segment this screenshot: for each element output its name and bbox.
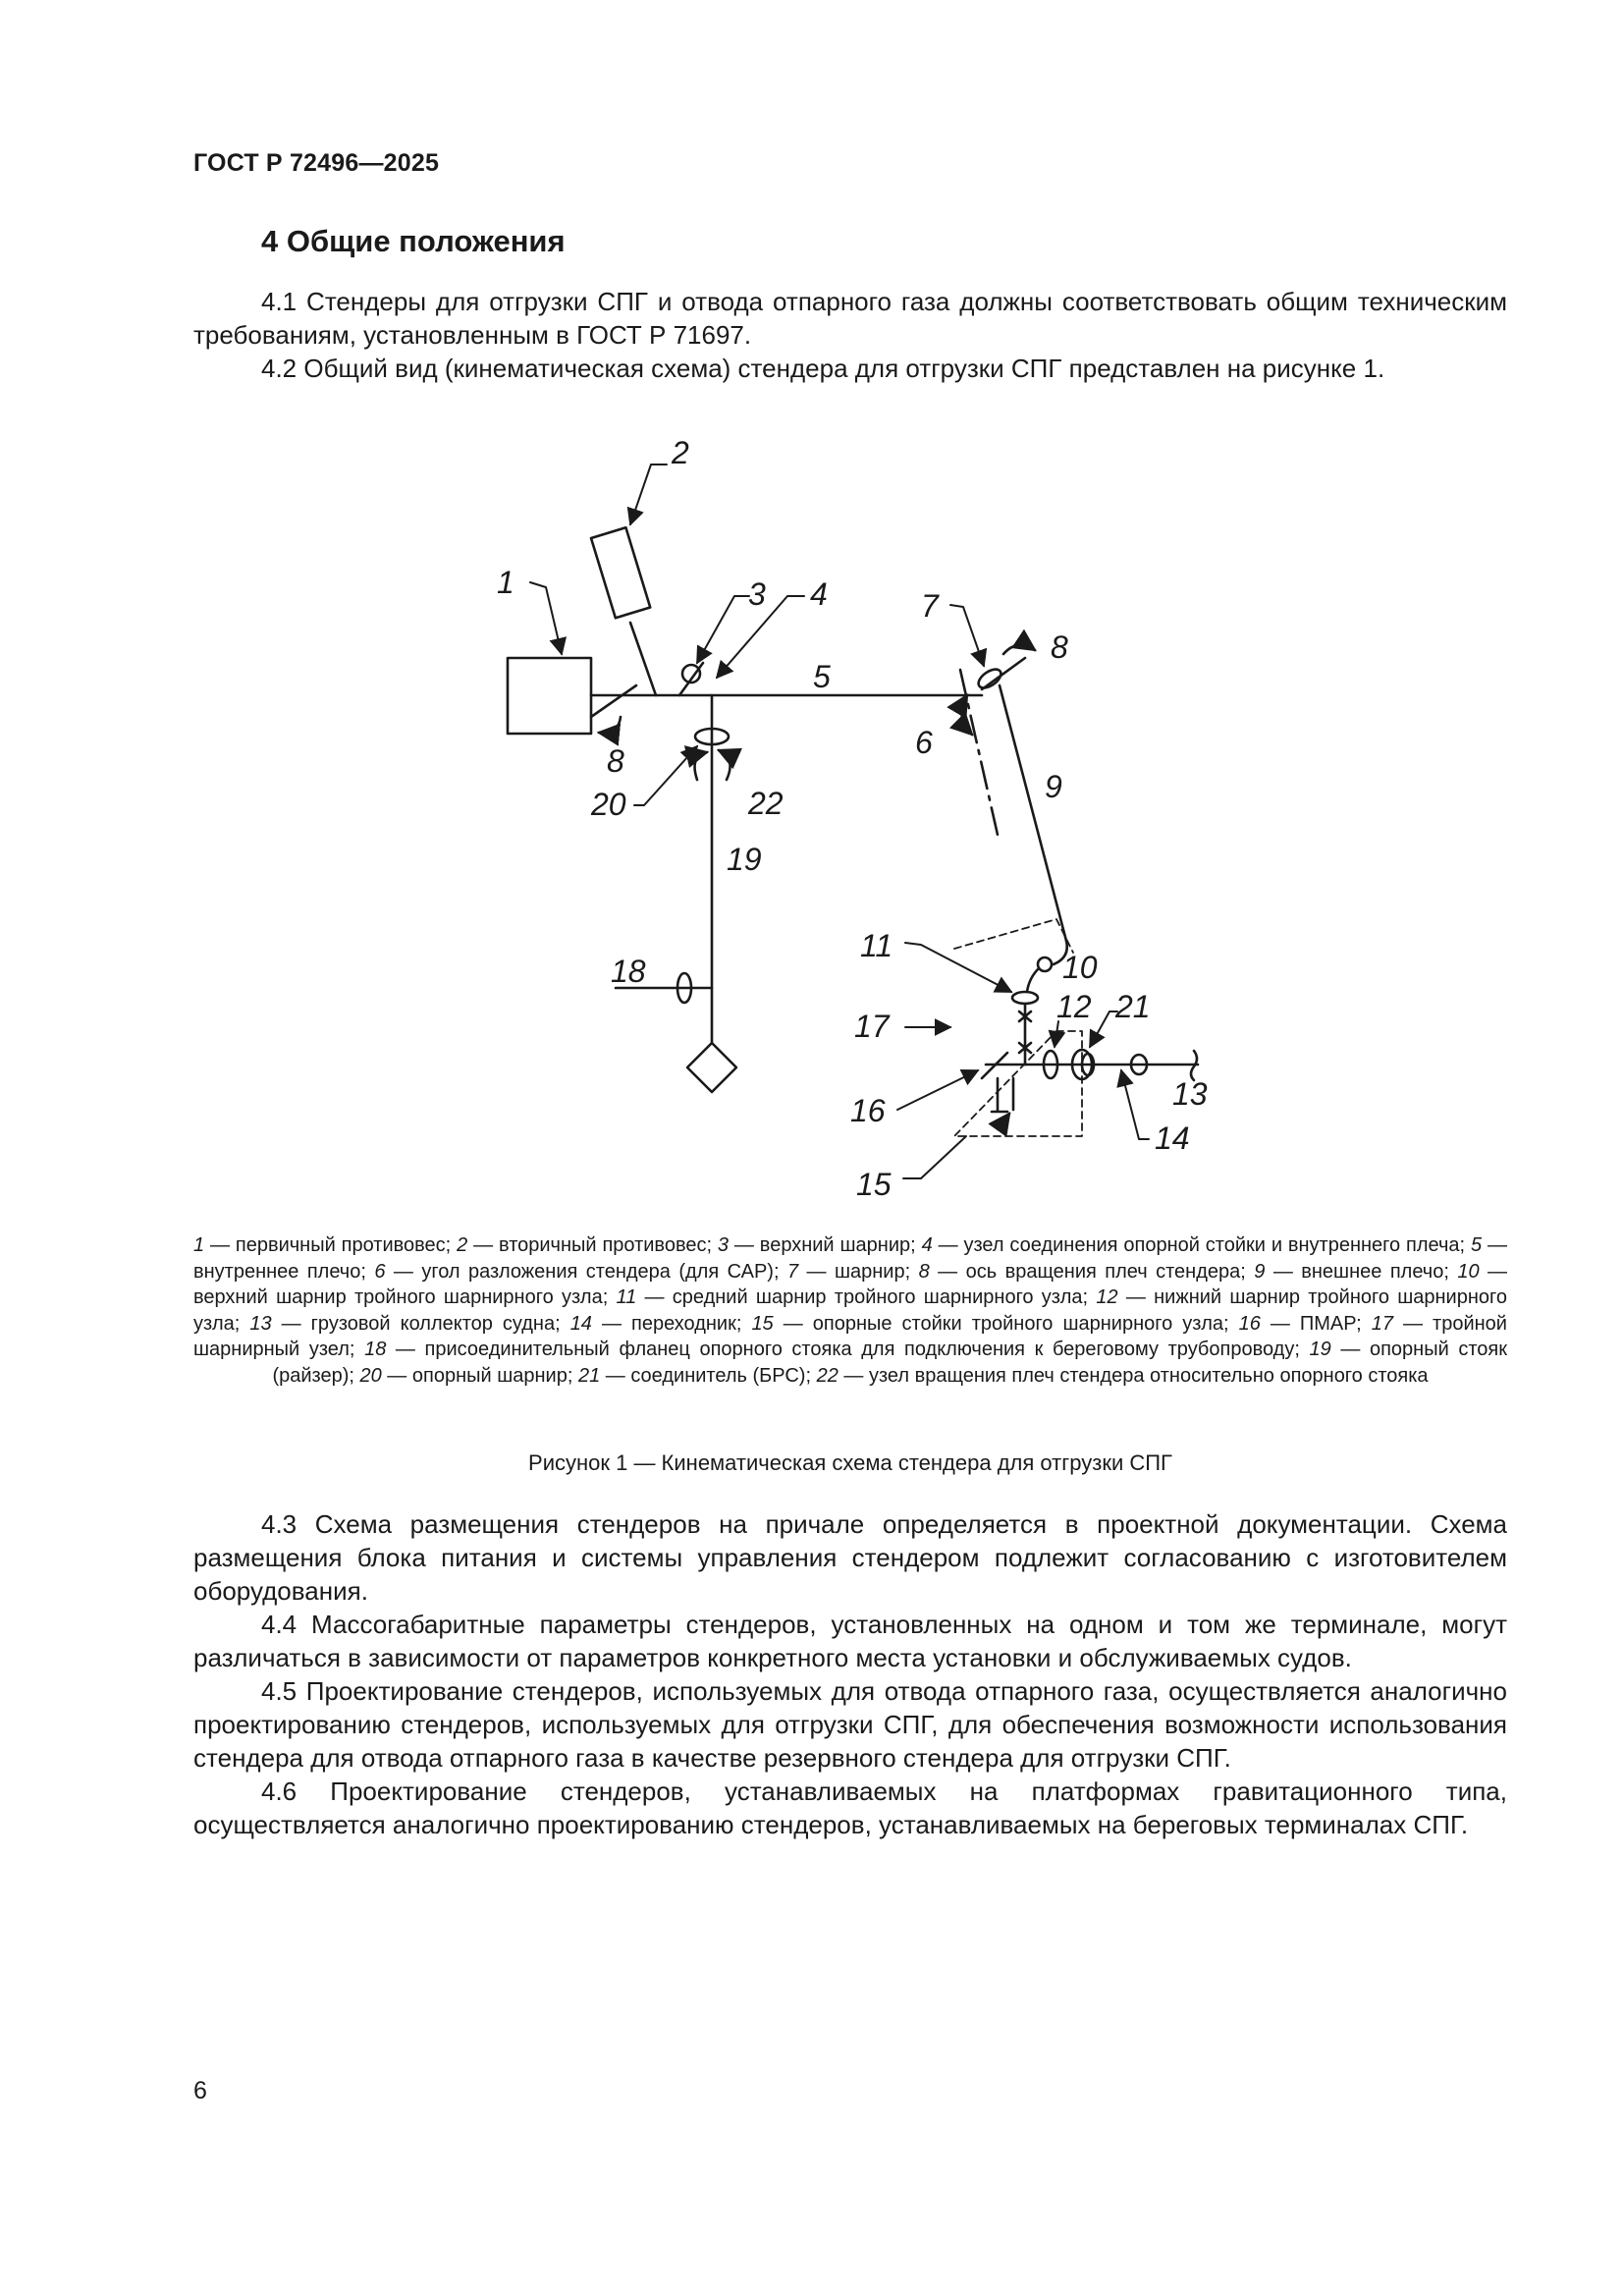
legend-entry-number: 13	[249, 1312, 272, 1335]
label-5: 5	[813, 659, 831, 694]
label-6: 6	[915, 725, 933, 760]
legend-entry-21	[578, 1365, 817, 1387]
paragraph-4-5	[193, 1674, 1507, 1775]
legend-entry-6	[374, 1261, 787, 1283]
legend-entry-4	[922, 1234, 1471, 1256]
label-17: 17	[854, 1009, 890, 1044]
legend-entry-13	[249, 1313, 569, 1335]
paragraph-4-5-text: 4.5 Проектирование стендеров, используемых для отвода отпарного газа, осуществляется аналогично проектированию стендеров, используемых для отгрузки СПГ, для обеспечения возможности использования стендера для отвода отпарного газа в качестве резервного стендера для отгрузки СПГ.	[193, 1676, 1507, 1773]
legend-entry-text: — внешнее плечо;	[1265, 1260, 1458, 1283]
paragraph-4-1-text: 4.1 Стендеры для отгрузки СПГ и отвода отпарного газа должны соответствовать общим техническим требованиям, установленным в ГОСТ Р 71697.	[193, 287, 1507, 350]
legend-entry-14	[570, 1313, 752, 1335]
label-18: 18	[611, 954, 646, 989]
legend-entry-text: — узел вращения плеч стендера относительно опорного стояка	[838, 1364, 1429, 1387]
label-10: 10	[1062, 950, 1098, 985]
legend-entry-text: — первичный противовес;	[204, 1234, 458, 1256]
legend-entry-number: 9	[1254, 1260, 1266, 1283]
legend-entry-number: 20	[359, 1364, 382, 1387]
label-15: 15	[856, 1167, 892, 1202]
label-4: 4	[810, 576, 828, 612]
leader-7	[950, 605, 984, 666]
leader-3	[697, 596, 749, 663]
legend-entry-number: 10	[1457, 1260, 1480, 1283]
support-posts-arrow	[1000, 1114, 1009, 1127]
rotation-arrow-left	[599, 717, 621, 733]
legend-entry-number: 16	[1238, 1312, 1261, 1335]
legend-entry-8	[919, 1261, 1255, 1283]
label-19: 19	[727, 842, 762, 877]
section-title: 4 Общие положения	[261, 224, 566, 258]
legend-entry-15	[751, 1313, 1238, 1335]
legend-entry-text: — опорные стойки тройного шарнирного узла;	[773, 1312, 1239, 1335]
legend-entry-text: — шарнир;	[798, 1260, 919, 1283]
label-12: 12	[1056, 989, 1092, 1024]
legend-entry-text: — угол разложения стендера (для САР);	[385, 1260, 787, 1283]
legend-entry-3	[718, 1234, 922, 1256]
rotation-arrow-right	[1003, 645, 1035, 654]
outer-arm-line	[1000, 685, 1066, 941]
legend-entry-number: 22	[816, 1364, 839, 1387]
paragraph-4-6-text: 4.6 Проектирование стендеров, устанавливаемых на платформах гравитационного типа, осуществляется аналогично проектированию стендеров, устанавливаемых на береговых терминалах СПГ.	[193, 1777, 1507, 1839]
riser-rotation-arrow-b	[719, 750, 730, 780]
paragraph-4-3	[193, 1507, 1507, 1608]
label-20: 20	[591, 787, 626, 822]
legend-entry-text: — ПМАР;	[1260, 1312, 1372, 1335]
label-8-right: 8	[1051, 629, 1068, 665]
secondary-counterweight-link	[630, 623, 656, 695]
paragraph-4-3-text: 4.3 Схема размещения стендеров на причале определяется в проектной документации. Схема размещения блока питания и системы управления стендером подлежит согласованию с изготовителем оборудования.	[193, 1509, 1507, 1606]
legend-entry-18	[364, 1339, 1309, 1360]
label-3: 3	[748, 576, 766, 612]
legend-entry-text: — ось вращения плеч стендера;	[929, 1260, 1255, 1283]
paragraph-4-4-text: 4.4 Массогабаритные параметры стендеров, установленных на одном и том же терминале, могут различаться в зависимости от параметров конкретного места установки и обслуживаемых судов.	[193, 1610, 1507, 1672]
legend-entry-text: — вторичный противовес;	[467, 1234, 718, 1256]
legend-entry-text: — переходник;	[591, 1312, 752, 1335]
leader-11	[905, 943, 1011, 992]
legend-entry-text: — средний шарнир тройного шарнирного узла;	[636, 1286, 1097, 1308]
legend-entry-number: 11	[616, 1286, 637, 1308]
leader-20	[634, 746, 697, 805]
document-header: ГОСТ Р 72496—2025	[193, 149, 440, 177]
legend-entry-text: — тройной шарнирный узел;	[193, 1312, 1507, 1360]
paragraph-4-2-text: 4.2 Общий вид (кинематическая схема) стендера для отгрузки СПГ представлен на рисунке 1.	[261, 354, 1385, 383]
secondary-counterweight-box	[591, 527, 650, 618]
legend-entry-text: — верхний шарнир тройного шарнирного узла;	[193, 1260, 1508, 1308]
label-8-left: 8	[607, 743, 624, 779]
leader-15	[903, 1136, 966, 1178]
legend-entry-11	[617, 1286, 1097, 1308]
label-21: 21	[1115, 989, 1151, 1024]
leader-12	[1055, 1021, 1058, 1047]
label-1: 1	[497, 565, 514, 600]
legend-entry-22	[817, 1365, 1429, 1387]
figure-caption: Рисунок 1 — Кинематическая схема стендера для отгрузки СПГ	[528, 1450, 1172, 1475]
paragraph-4-1	[193, 285, 1507, 352]
riser-base-diamond	[687, 1043, 736, 1092]
triple-node-upper-hinge	[1038, 957, 1052, 971]
legend-entry-1	[193, 1234, 457, 1256]
legend-entry-text: — опорный шарнир;	[381, 1364, 578, 1387]
legend-entry-number: 14	[569, 1312, 592, 1335]
rotation-axis-right	[982, 658, 1025, 689]
label-14: 14	[1155, 1121, 1190, 1156]
legend-entry-9	[1254, 1261, 1457, 1283]
triple-node-support-posts	[992, 1078, 1013, 1112]
legend-entry-7	[787, 1261, 919, 1283]
page-number: 6	[193, 2077, 207, 2105]
leader-14	[1121, 1070, 1149, 1139]
legend-entry-20	[360, 1365, 578, 1387]
label-11: 11	[860, 928, 893, 963]
legend-entry-2	[457, 1234, 718, 1256]
legend-entry-number: 3	[717, 1234, 730, 1256]
figure-legend	[193, 1232, 1507, 1389]
leader-16	[897, 1070, 978, 1110]
legend-entry-text: — верхний шарнир;	[729, 1234, 922, 1256]
triple-node-link	[1027, 968, 1039, 992]
legend-entry-text: — грузовой коллектор судна;	[271, 1312, 570, 1335]
legend-entry-text: — нижний шарнир тройного шарнирного узла;	[193, 1286, 1507, 1335]
legend-entry-text: — узел соединения опорной стойки и внутреннего плеча;	[932, 1234, 1471, 1256]
kinematic-diagram	[461, 422, 1237, 1218]
legend-entry-number: 4	[921, 1234, 933, 1256]
leader-1	[530, 582, 562, 654]
label-9: 9	[1045, 769, 1062, 804]
legend-entry-number: 17	[1371, 1312, 1393, 1335]
legend-entry-text: — опорный стояк (райзер);	[272, 1339, 1507, 1387]
legend-entry-number: 5	[1470, 1234, 1483, 1256]
legend-entry-number: 6	[374, 1260, 386, 1283]
riser-rotation-arrow	[695, 752, 707, 780]
leader-2	[630, 465, 667, 524]
primary-counterweight-box	[508, 658, 591, 734]
leader-21	[1090, 1011, 1117, 1047]
legend-entry-text: — присоединительный фланец опорного стояка для подключения к береговому трубопроводу;	[386, 1339, 1310, 1360]
triple-node-middle-hinge	[1012, 992, 1038, 1004]
legend-entry-number: 7	[786, 1260, 799, 1283]
legend-entry-number: 19	[1309, 1339, 1331, 1360]
label-2: 2	[672, 435, 689, 470]
label-7: 7	[921, 588, 939, 624]
label-13: 13	[1172, 1076, 1208, 1112]
legend-entry-text: — внутреннее плечо;	[193, 1234, 1507, 1283]
label-22: 22	[748, 786, 784, 821]
legend-entry-number: 8	[918, 1260, 930, 1283]
rotation-axis-left	[591, 685, 636, 717]
label-16: 16	[850, 1093, 886, 1128]
legend-entry-number: 12	[1096, 1286, 1118, 1308]
paragraph-4-4	[193, 1608, 1507, 1674]
paragraph-4-2	[193, 352, 1507, 385]
legend-entry-number: 2	[457, 1234, 468, 1256]
legend-entry-number: 15	[751, 1312, 774, 1335]
legend-entry-number: 21	[577, 1364, 601, 1387]
legend-entry-number: 18	[364, 1339, 387, 1360]
paragraph-4-6	[193, 1775, 1507, 1841]
legend-entry-16	[1239, 1313, 1372, 1335]
legend-entry-text: — соединитель (БРС);	[600, 1364, 817, 1387]
legend-entry-number: 1	[193, 1234, 205, 1256]
